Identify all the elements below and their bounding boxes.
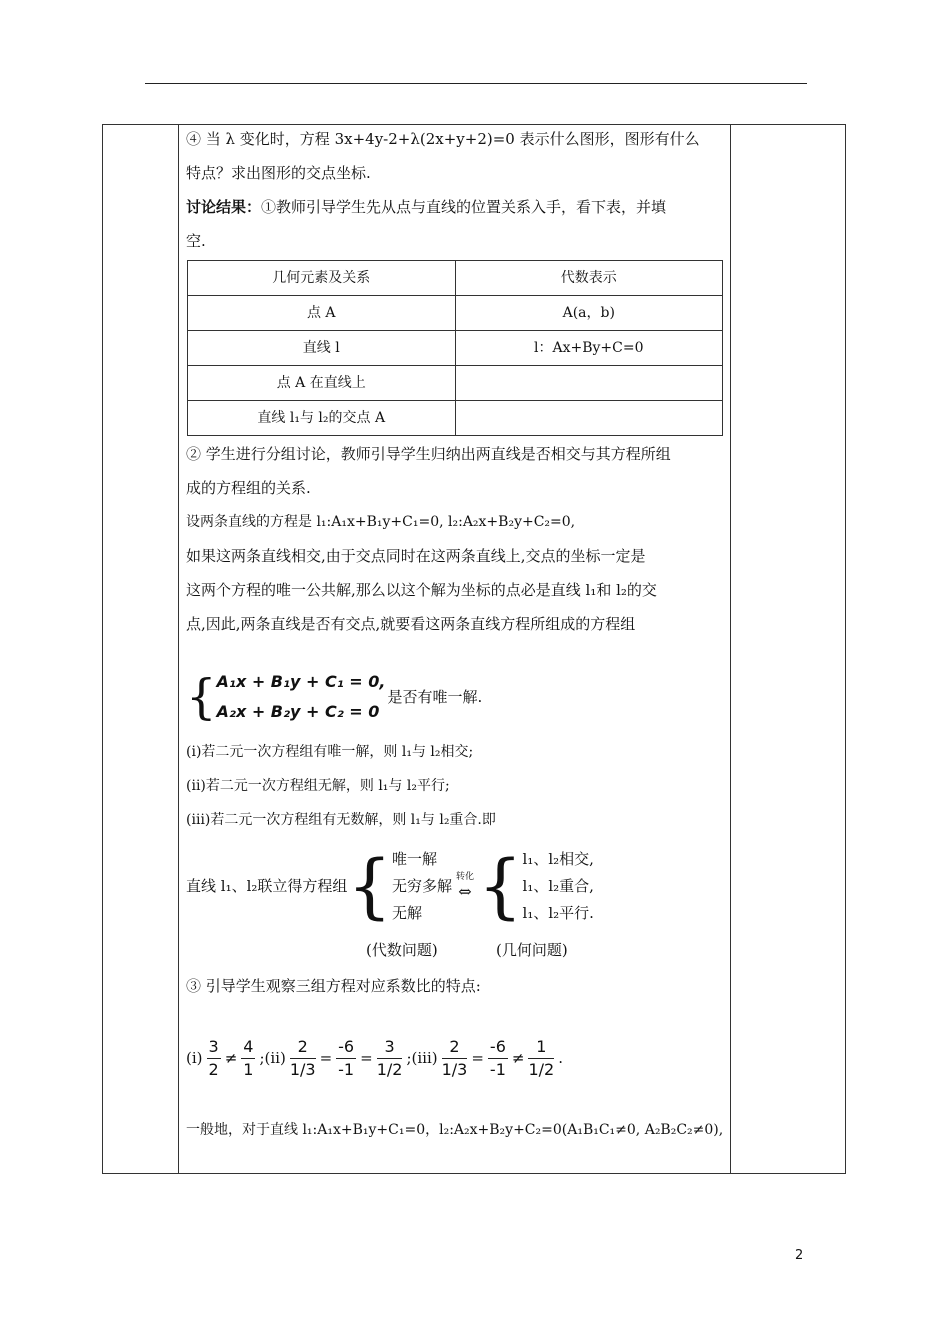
denominator: 1/2 xyxy=(376,1059,403,1079)
q4-line-2: 特点？求出图形的交点坐标. xyxy=(186,164,371,182)
not-equal-icon: ≠ xyxy=(224,1049,238,1067)
header-rule xyxy=(145,83,807,84)
ratio-label-iii: ;(ⅲ) xyxy=(406,1049,438,1067)
table-cell: 点 A 在直线上 xyxy=(188,366,456,401)
equation-system xyxy=(186,665,726,729)
fraction xyxy=(488,1036,508,1081)
numerator: 2 xyxy=(442,1036,468,1059)
equals-icon: = xyxy=(360,1049,373,1067)
mapping-arrow xyxy=(456,871,474,901)
discussion-line-1 xyxy=(186,192,726,222)
p2-line-1: ② 学生进行分组讨论，教师引导学生归纳出两直线是否相交与其方程所组 xyxy=(186,445,671,463)
table-cell-empty xyxy=(455,401,723,436)
ratio-label-i: (ⅰ) xyxy=(186,1049,203,1067)
p5: ③ 引导学生观察三组方程对应系数比的特点: xyxy=(186,977,481,995)
table-cell: l：Ax+By+C=0 xyxy=(455,331,723,366)
equals-icon: = xyxy=(471,1049,484,1067)
fraction xyxy=(290,1036,316,1081)
fraction xyxy=(207,1036,221,1081)
ratio-line xyxy=(186,1015,726,1101)
ratio-end: . xyxy=(558,1049,563,1067)
mapping-left-item: 无穷多解 xyxy=(391,876,452,895)
mapping-block xyxy=(186,841,726,931)
p4-line-3: 点,因此,两条直线是否有交点,就要看这两条直线方程所组成的方程组 xyxy=(186,615,636,633)
table-cell: 点 A xyxy=(188,296,456,331)
system-equations xyxy=(217,667,386,727)
case-ii: (ⅱ)若二元一次方程组无解，则 l₁与 l₂平行; xyxy=(186,778,450,794)
denominator: 1/2 xyxy=(528,1059,555,1079)
numerator: 2 xyxy=(290,1036,316,1059)
mapping-brace: { xyxy=(347,845,392,927)
lesson-content xyxy=(186,124,726,1145)
table-cell: A(a，b) xyxy=(455,296,723,331)
p6: 一般地，对于直线 l₁:A₁x+B₁y+C₁=0，l₂:A₂x+B₂y+C₂=0(A₁B₁C₁≠0, A₂B₂C₂≠0), xyxy=(186,1122,724,1138)
caption-geometry: (几何问题) xyxy=(496,941,568,959)
fraction xyxy=(528,1036,554,1081)
table-row xyxy=(188,401,723,436)
denominator: -1 xyxy=(489,1059,506,1079)
table-row xyxy=(188,331,723,366)
mapping-left-list xyxy=(392,846,452,927)
mapping-right-item: l₁、l₂相交, xyxy=(522,849,594,868)
relation-table xyxy=(187,260,723,436)
fraction xyxy=(377,1036,403,1081)
numerator: 1 xyxy=(528,1036,554,1059)
discussion-label: 讨论结果： xyxy=(186,198,262,216)
fraction xyxy=(442,1036,468,1081)
denominator: 1 xyxy=(243,1059,254,1079)
case-i: (ⅰ)若二元一次方程组有唯一解，则 l₁与 l₂相交; xyxy=(186,744,474,760)
mapping-right-item: l₁、l₂重合, xyxy=(522,876,594,895)
q4-line-1: ④ 当 λ 变化时，方程 3x+4y-2+λ(2x+y+2)=0 表示什么图形，图形有什么 xyxy=(186,130,700,148)
table-header-cell: 几何元素及关系 xyxy=(188,261,456,296)
equivalence-icon: ⇔ xyxy=(458,882,472,901)
mapping-brace-right: { xyxy=(477,845,523,927)
denominator: 1/3 xyxy=(441,1059,468,1079)
page-number: 2 xyxy=(795,1248,804,1263)
mapping-captions xyxy=(186,935,726,965)
denominator: -1 xyxy=(338,1059,355,1079)
discussion-text: ①教师引导学生先从点与直线的位置关系入手，看下表，并填 xyxy=(261,198,667,216)
table-header-row xyxy=(188,261,723,296)
mapping-left-item: 无解 xyxy=(391,903,422,922)
table-row xyxy=(188,296,723,331)
not-equal-icon: ≠ xyxy=(511,1049,525,1067)
table-cell: 直线 l xyxy=(188,331,456,366)
numerator: -6 xyxy=(488,1036,508,1059)
column-divider-left xyxy=(178,125,179,1173)
numerator: 3 xyxy=(377,1036,403,1059)
p4-line-2: 这两个方程的唯一公共解,那么以这个解为坐标的点必是直线 l₁和 l₂的交 xyxy=(186,581,657,599)
table-row xyxy=(188,366,723,401)
p2-line-2: 成的方程组的关系. xyxy=(186,479,311,497)
denominator: 2 xyxy=(208,1059,219,1079)
arrow-label: 转化 xyxy=(455,872,474,882)
mapping-prefix: 直线 l₁、l₂联立得方程组 xyxy=(186,877,348,895)
fraction xyxy=(336,1036,356,1081)
fraction xyxy=(241,1036,255,1081)
system-eq-1: A₁x + B₁y + C₁ = 0, xyxy=(216,672,386,691)
table-header-cell: 代数表示 xyxy=(455,261,723,296)
p3: 设两条直线的方程是 l₁:A₁x+B₁y+C₁=0, l₂:A₂x+B₂y+C₂=0, xyxy=(186,514,576,530)
left-brace: { xyxy=(186,669,217,725)
numerator: 4 xyxy=(241,1036,255,1059)
table-cell-empty xyxy=(455,366,723,401)
column-divider-right xyxy=(730,125,731,1173)
mapping-right-list xyxy=(523,846,594,927)
ratio-label-ii: ;(ⅱ) xyxy=(259,1049,286,1067)
numerator: -6 xyxy=(336,1036,356,1059)
numerator: 3 xyxy=(207,1036,221,1059)
denominator: 1/3 xyxy=(289,1059,316,1079)
system-eq-2: A₂x + B₂y + C₂ = 0 xyxy=(216,702,380,721)
mapping-right-item: l₁、l₂平行. xyxy=(522,903,594,922)
p4-line-1: 如果这两条直线相交,由于交点同时在这两条直线上,交点的坐标一定是 xyxy=(186,547,646,565)
mapping-left-item: 唯一解 xyxy=(391,849,437,868)
system-suffix: 是否有唯一解. xyxy=(387,688,483,706)
equals-icon: = xyxy=(319,1049,333,1067)
discussion-line-2: 空. xyxy=(186,232,206,250)
case-iii: (ⅲ)若二元一次方程组有无数解，则 l₁与 l₂重合.即 xyxy=(186,812,496,828)
caption-algebra: (代数问题) xyxy=(366,941,438,959)
table-cell: 直线 l₁与 l₂的交点 A xyxy=(188,401,456,436)
